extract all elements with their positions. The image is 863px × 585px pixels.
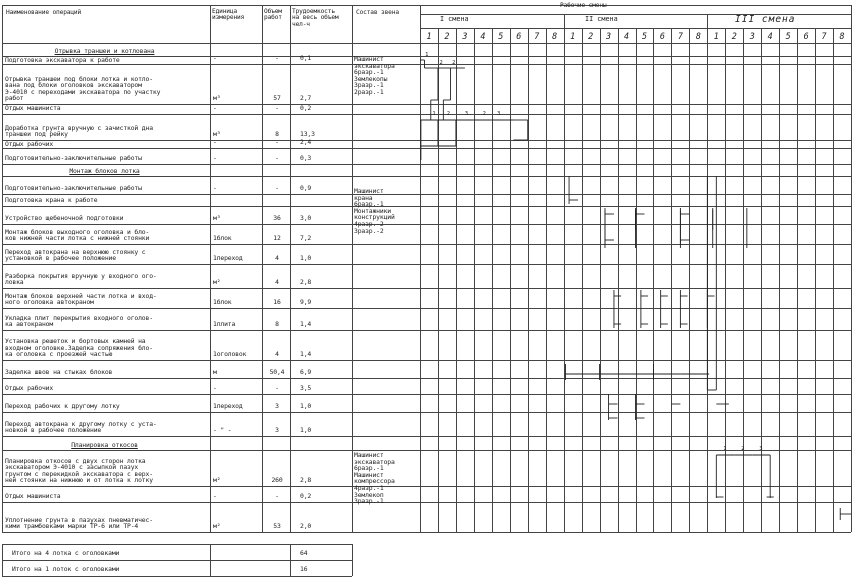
unit-value: 1блок — [213, 234, 232, 242]
operation-name: Переход автокрана на верхнюю стоянку с установкой в рабочее положение — [5, 247, 146, 263]
operation-name: Подготовительно-заключительные работы — [5, 184, 142, 193]
volume-value: 53 — [273, 522, 281, 530]
bar-label: 3 — [464, 111, 468, 117]
section-title: Монтаж блоков лотка — [69, 167, 140, 175]
hour-number: 4 — [767, 31, 773, 41]
volume-value: 3 — [275, 426, 279, 434]
unit-value: - — [213, 138, 217, 146]
operation-name: Отдых рабочих — [5, 384, 54, 393]
labor-value: 0,2 — [300, 492, 312, 500]
header-unit: Единица измерения — [212, 8, 245, 22]
volume-value: 3 — [275, 402, 279, 410]
volume-value: - — [275, 492, 279, 500]
unit-value: - — [213, 54, 217, 62]
header-labor: Трудоемкость на весь объем чел-ч — [292, 8, 339, 28]
hour-number: 8 — [839, 31, 845, 41]
volume-value: - — [275, 184, 279, 192]
header-schedule: Рабочие смены — [560, 2, 607, 9]
volume-value: 4 — [275, 350, 279, 358]
hour-number: 2 — [731, 31, 737, 41]
volume-value: 57 — [273, 94, 281, 102]
volume-value: 4 — [275, 278, 279, 286]
labor-value: 6,9 — [300, 368, 312, 376]
hour-number: 1 — [570, 31, 576, 41]
operation-name: Планировка откосов с двух сторон лотка экскаватором Э-4010 с засыпкой пазух грунтом с перекидкой экскаватора с верх- ней стоянки на нижнюю и от лотка к лотку — [5, 456, 153, 485]
labor-value: 1,0 — [300, 426, 312, 434]
volume-value: 8 — [275, 320, 279, 328]
hour-number: 4 — [480, 31, 486, 41]
volume-value: 8 — [275, 130, 279, 138]
total-value: 16 — [300, 565, 308, 573]
bar-label: 2 — [741, 446, 745, 452]
hour-number: 4 — [623, 31, 630, 41]
section-title: Планировка откосов — [71, 441, 138, 449]
hour-number: 6 — [803, 31, 809, 41]
hour-number: 2 — [444, 31, 450, 41]
operation-name: Переход автокрана к другому лотку с уста- новкой в рабочее положение — [5, 419, 157, 435]
volume-value: - — [275, 384, 279, 392]
hour-number: 2 — [588, 31, 594, 41]
crew-composition: Машинист экскаватора 6разр.-1 Землекопы 3разр.-1 2разр.-1 — [354, 55, 395, 96]
hour-number: 1 — [713, 31, 719, 41]
hour-number: 8 — [552, 31, 558, 41]
hour-number: 5 — [498, 31, 504, 41]
volume-value: 260 — [271, 476, 283, 484]
unit-value: 1переход — [213, 254, 243, 262]
volume-value: - — [275, 154, 279, 162]
section-title: Отрывка траншеи и котлована — [54, 47, 155, 55]
bar-label: 2 — [482, 111, 486, 117]
volume-value: 4 — [275, 254, 279, 262]
shift-label-3: III смена — [735, 14, 796, 25]
bar-label: 2 — [446, 111, 451, 117]
unit-value: - — [213, 184, 217, 192]
shift-label-1: I смена — [440, 15, 469, 23]
labor-value: 2,0 — [300, 522, 312, 530]
labor-value: 0,9 — [300, 184, 312, 192]
labor-value: 1,0 — [300, 254, 312, 262]
operation-name: Отдых рабочих — [5, 140, 54, 148]
hour-number: 8 — [695, 31, 701, 41]
operation-name: Доработка грунта вручную с зачисткой дна траншеи под рейку — [5, 123, 153, 139]
labor-value: 2,8 — [300, 278, 312, 286]
bar-label: 1 — [723, 446, 727, 452]
unit-value: м — [213, 368, 217, 376]
operation-name: Заделка швов на стыках блоков — [5, 368, 113, 377]
labor-value: 3,0 — [300, 214, 312, 222]
labor-value: 0,1 — [300, 54, 312, 62]
unit-value: м² — [213, 522, 221, 530]
labor-value: 9,9 — [300, 298, 312, 306]
labor-value: 0,2 — [300, 104, 312, 112]
labor-value: 1,4 — [300, 350, 312, 358]
unit-value: м² — [213, 476, 221, 484]
unit-value: - — [213, 104, 217, 112]
header-volume: Объем работ — [264, 8, 282, 22]
hour-number: 7 — [677, 31, 683, 41]
hour-number: 1 — [426, 31, 432, 41]
operation-name: Укладка плит перекрытия входного оголов- ка автокраном — [5, 313, 153, 329]
bar-label: 1 — [432, 111, 436, 117]
bar-label: 1 — [425, 52, 429, 58]
labor-value: 2,7 — [300, 94, 312, 102]
unit-value: м² — [213, 278, 221, 286]
total-value: 64 — [300, 549, 308, 557]
operation-name: Разборка покрытия вручную у входного ого- ловка — [5, 271, 157, 287]
operation-name: Подготовка крана к работе — [5, 196, 98, 205]
operation-name: Отдых машиниста — [5, 492, 61, 501]
labor-value: 2,8 — [300, 476, 312, 484]
bar-label: 2 — [452, 60, 456, 66]
volume-value: - — [275, 138, 279, 146]
hour-number: 6 — [516, 31, 522, 41]
operation-name: Установка решеток и бортовых камней на входном оголовке.Заделка сопряжения бло- ка оголовка с проезжей частью — [5, 337, 153, 359]
header-crew: Состав звена — [356, 9, 399, 16]
unit-value: - — [213, 492, 217, 500]
operation-name: Подготовительно-заключительные работы — [5, 154, 142, 163]
volume-value: 16 — [273, 298, 281, 306]
volume-value: 50,4 — [269, 368, 285, 376]
labor-value: 2,4 — [300, 138, 312, 146]
bar-label: 3 — [497, 111, 501, 117]
labor-value: 1,0 — [300, 402, 312, 410]
operation-name: Устройство щебеночной подготовки — [5, 214, 124, 223]
bar-label: 3 — [759, 446, 763, 452]
hour-number: 3 — [606, 31, 612, 41]
hour-number: 6 — [659, 31, 665, 41]
labor-value: 13,3 — [300, 130, 315, 138]
crew-composition: Машинист экскаватора 6разр.-1 Машинист компрессора 4разр.-1 Землекоп 3разр.-1 — [354, 451, 395, 506]
crew-composition: Машинист крана 6разр.-1 Монтажники конструкций 4разр.-2 3разр.-2 — [354, 187, 395, 235]
operation-name: Монтаж блоков верхней части лотка и вход- ного оголовка автокраном — [5, 291, 157, 307]
unit-value: 1переход — [213, 402, 243, 410]
hour-number: 5 — [641, 31, 647, 41]
unit-value: 1блок — [213, 298, 232, 306]
operation-name: Отрывка траншеи под блоки лотка и котло- вана под блоки оголовков экскаватором Э-4010 с переходами экскаватора по участку работ — [5, 74, 161, 103]
shift-label-2: II смена — [585, 15, 618, 23]
hour-number: 7 — [534, 31, 540, 41]
operation-name: Переход рабочих к другому лотку — [5, 402, 120, 411]
unit-value: - " - — [213, 426, 232, 434]
volume-value: 12 — [273, 234, 281, 242]
labor-value: 0,3 — [300, 154, 312, 162]
hour-number: 3 — [749, 31, 755, 41]
operation-name: Монтаж блоков выходного оголовка и бло- ков нижней части лотка с нижней стоянки — [5, 227, 150, 243]
operation-name: Отдых машиниста — [5, 104, 61, 113]
total-label: Итого на 4 лотка с оголовками — [12, 549, 120, 557]
bar-label: 2 — [439, 60, 443, 66]
operation-name: Уплотнение грунта в пазухах пневматичес- кими трамбовками марки ТР-6 или ТР-4 — [5, 515, 153, 531]
unit-value: м³ — [213, 130, 221, 138]
hour-number: 7 — [821, 31, 827, 41]
hour-number: 3 — [462, 31, 468, 41]
unit-value: 1плита — [213, 320, 236, 328]
header-operation: Наименование операций — [6, 9, 82, 16]
hour-number: 5 — [785, 31, 791, 41]
unit-value: - — [213, 154, 217, 162]
volume-value: 36 — [273, 214, 281, 222]
labor-value: 7,2 — [300, 234, 312, 242]
volume-value: - — [275, 54, 279, 62]
total-label: Итого на 1 лоток с оголовками — [12, 565, 120, 573]
unit-value: м³ — [213, 94, 221, 102]
unit-value: 1оголовок — [213, 350, 247, 358]
labor-value: 1,4 — [300, 320, 312, 328]
unit-value: - — [213, 384, 217, 392]
volume-value: - — [275, 104, 279, 112]
unit-value: м³ — [213, 214, 221, 222]
operation-name: Подготовка экскаватора к работе — [5, 56, 120, 64]
labor-value: 3,5 — [300, 384, 312, 392]
